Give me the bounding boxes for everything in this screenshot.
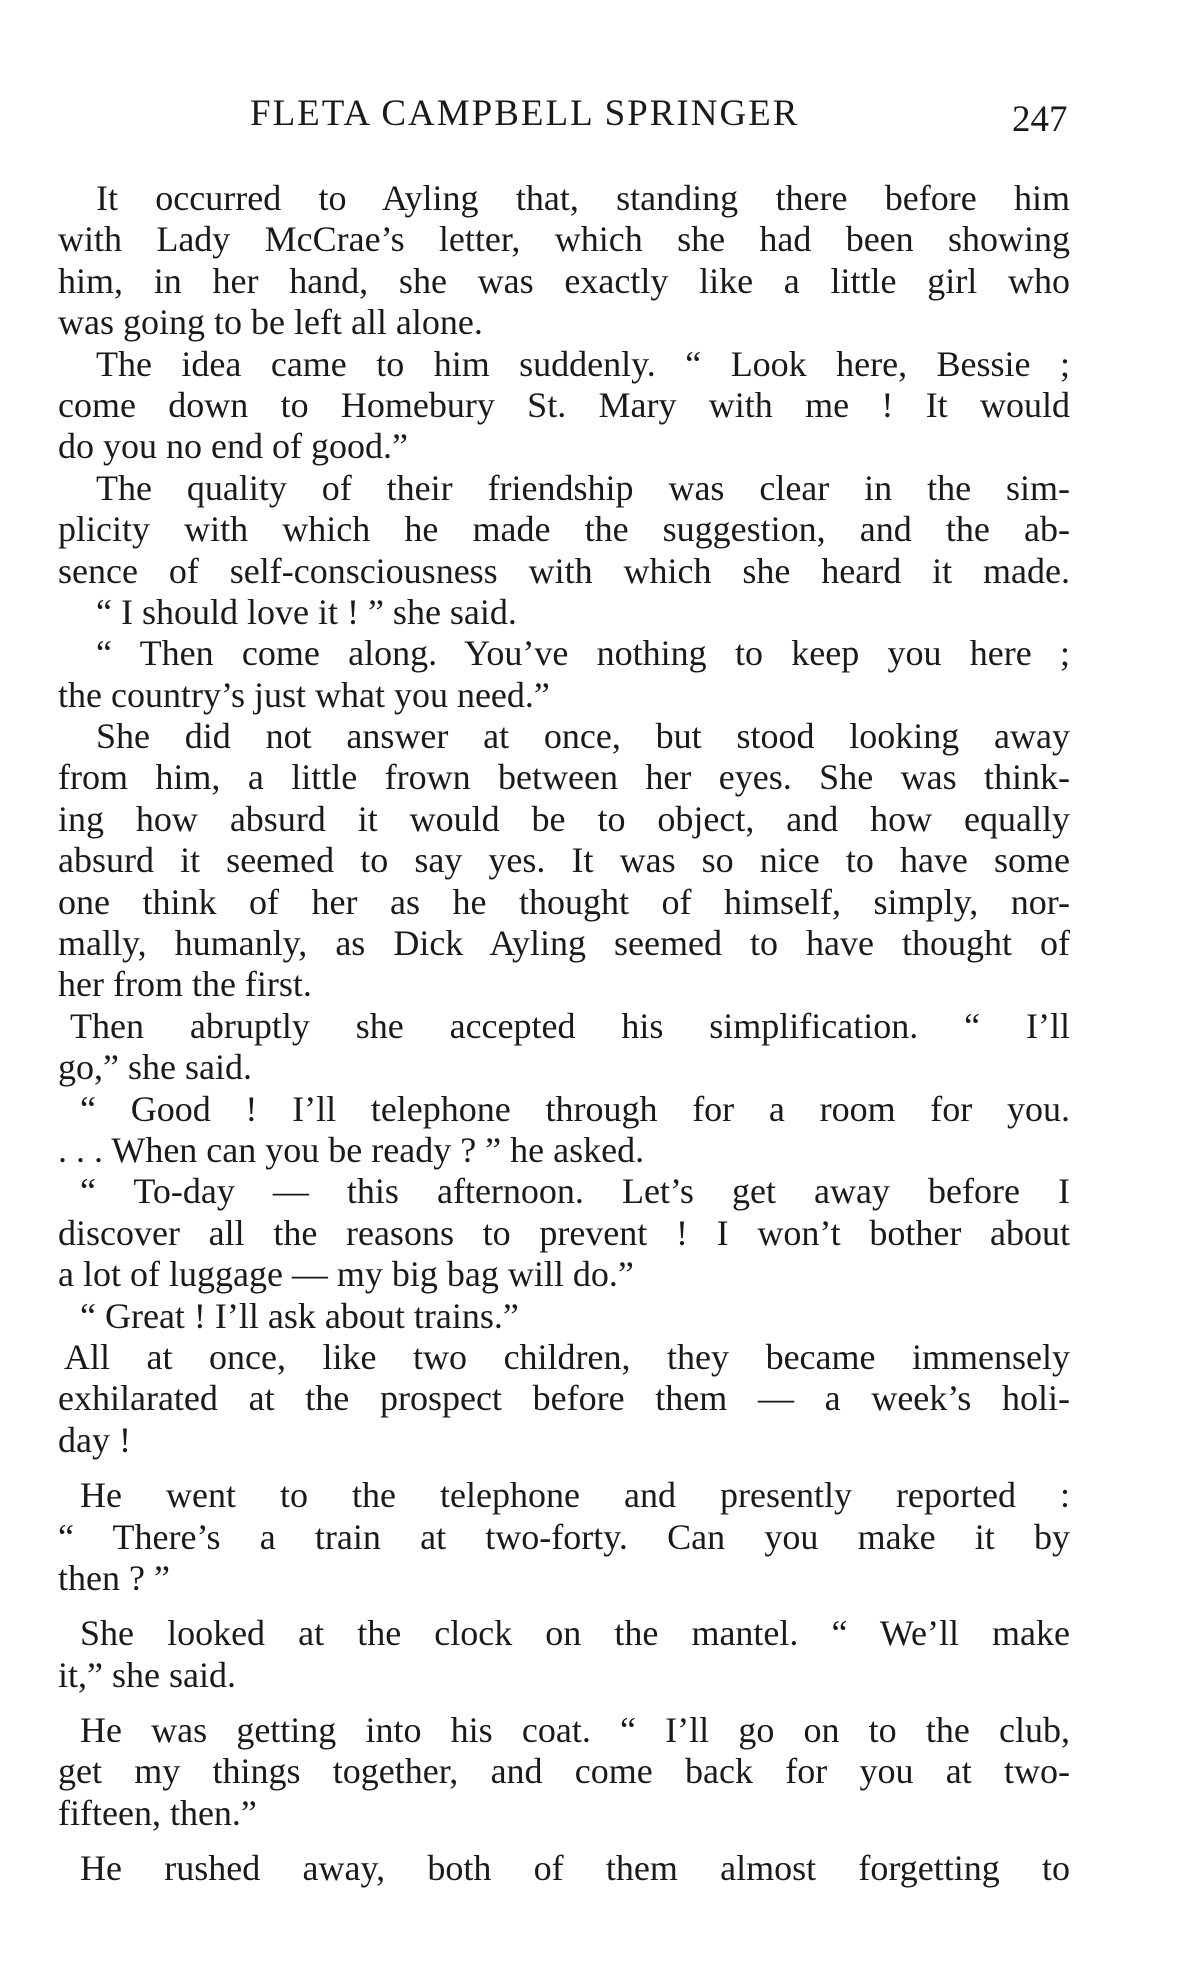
text-line: plicity with which he made the suggestion, and the ab-	[58, 509, 1070, 550]
paragraph-gap	[58, 1599, 1070, 1613]
paragraph-gap	[58, 1696, 1070, 1710]
text-line: exhilarated at the prospect before them — a week’s holi-	[58, 1378, 1070, 1419]
text-line: the country’s just what you need.”	[58, 674, 550, 715]
text-line: her from the first.	[58, 964, 312, 1005]
text-line: “ Then come along. You’ve nothing to keep you here ;	[96, 633, 1070, 674]
text-line: fifteen, then.”	[58, 1792, 257, 1833]
text-line: do you no end of good.”	[58, 426, 408, 467]
text-line: sence of self-consciousness with which she heard it made.	[58, 550, 1070, 591]
paragraph-gap	[58, 1461, 1070, 1475]
text-line: then ? ”	[58, 1557, 170, 1598]
page-number: 247	[1012, 99, 1068, 140]
text-line: discover all the reasons to prevent ! I won’t bother about	[58, 1212, 1070, 1253]
text-line: go,” she said.	[58, 1047, 252, 1088]
text-line: Then abruptly she accepted his simplification. “ I’ll	[70, 1005, 1070, 1046]
text-line: with Lady McCrae’s letter, which she had been showing	[58, 219, 1070, 260]
body-text	[58, 178, 1070, 1890]
text-line: She did not answer at once, but stood looking away	[96, 716, 1070, 757]
text-line: The idea came to him suddenly. “ Look here, Bessie ;	[96, 343, 1070, 384]
text-line: “ I should love it ! ” she said.	[96, 591, 517, 632]
paragraph-gap	[58, 1834, 1070, 1848]
text-line: He went to the telephone and presently reported :	[80, 1475, 1070, 1516]
text-line: She looked at the clock on the mantel. “ We’ll make	[80, 1613, 1070, 1654]
text-line: “ Good ! I’ll telephone through for a room for you.	[80, 1088, 1070, 1129]
text-line: one think of her as he thought of himself, simply, nor-	[58, 881, 1070, 922]
text-line: “ There’s a train at two-forty. Can you make it by	[58, 1516, 1070, 1557]
text-line: absurd it seemed to say yes. It was so nice to have some	[58, 840, 1070, 881]
text-line: it,” she said.	[58, 1654, 236, 1695]
text-line: come down to Homebury St. Mary with me ! It would	[58, 384, 1070, 425]
text-line: “ To-day — this afternoon. Let’s get away before I	[80, 1171, 1070, 1212]
text-line: ing how absurd it would be to object, and how equally	[58, 798, 1070, 839]
text-line: “ Great ! I’ll ask about trains.”	[80, 1295, 519, 1336]
text-line: mally, humanly, as Dick Ayling seemed to have thought of	[58, 923, 1070, 964]
text-line: him, in her hand, she was exactly like a little girl who	[58, 260, 1070, 301]
text-line: He was getting into his coat. “ I’ll go on to the club,	[80, 1710, 1070, 1751]
text-line: It occurred to Ayling that, standing there before him	[96, 178, 1070, 218]
text-line: . . . When can you be ready ? ” he asked.	[58, 1129, 645, 1170]
text-line: day !	[58, 1419, 131, 1460]
text-line: All at once, like two children, they became immensely	[64, 1336, 1070, 1377]
text-line: from him, a little frown between her eyes. She was think-	[58, 757, 1070, 798]
text-line: He rushed away, both of them almost forgetting to	[80, 1848, 1070, 1889]
text-line: The quality of their friendship was clear in the sim-	[96, 467, 1070, 508]
text-line: was going to be left all alone.	[58, 302, 483, 343]
text-line: get my things together, and come back for you at two-	[58, 1751, 1070, 1792]
text-line: a lot of luggage — my big bag will do.”	[58, 1254, 634, 1295]
running-head: FLETA CAMPBELL SPRINGER	[250, 93, 800, 134]
